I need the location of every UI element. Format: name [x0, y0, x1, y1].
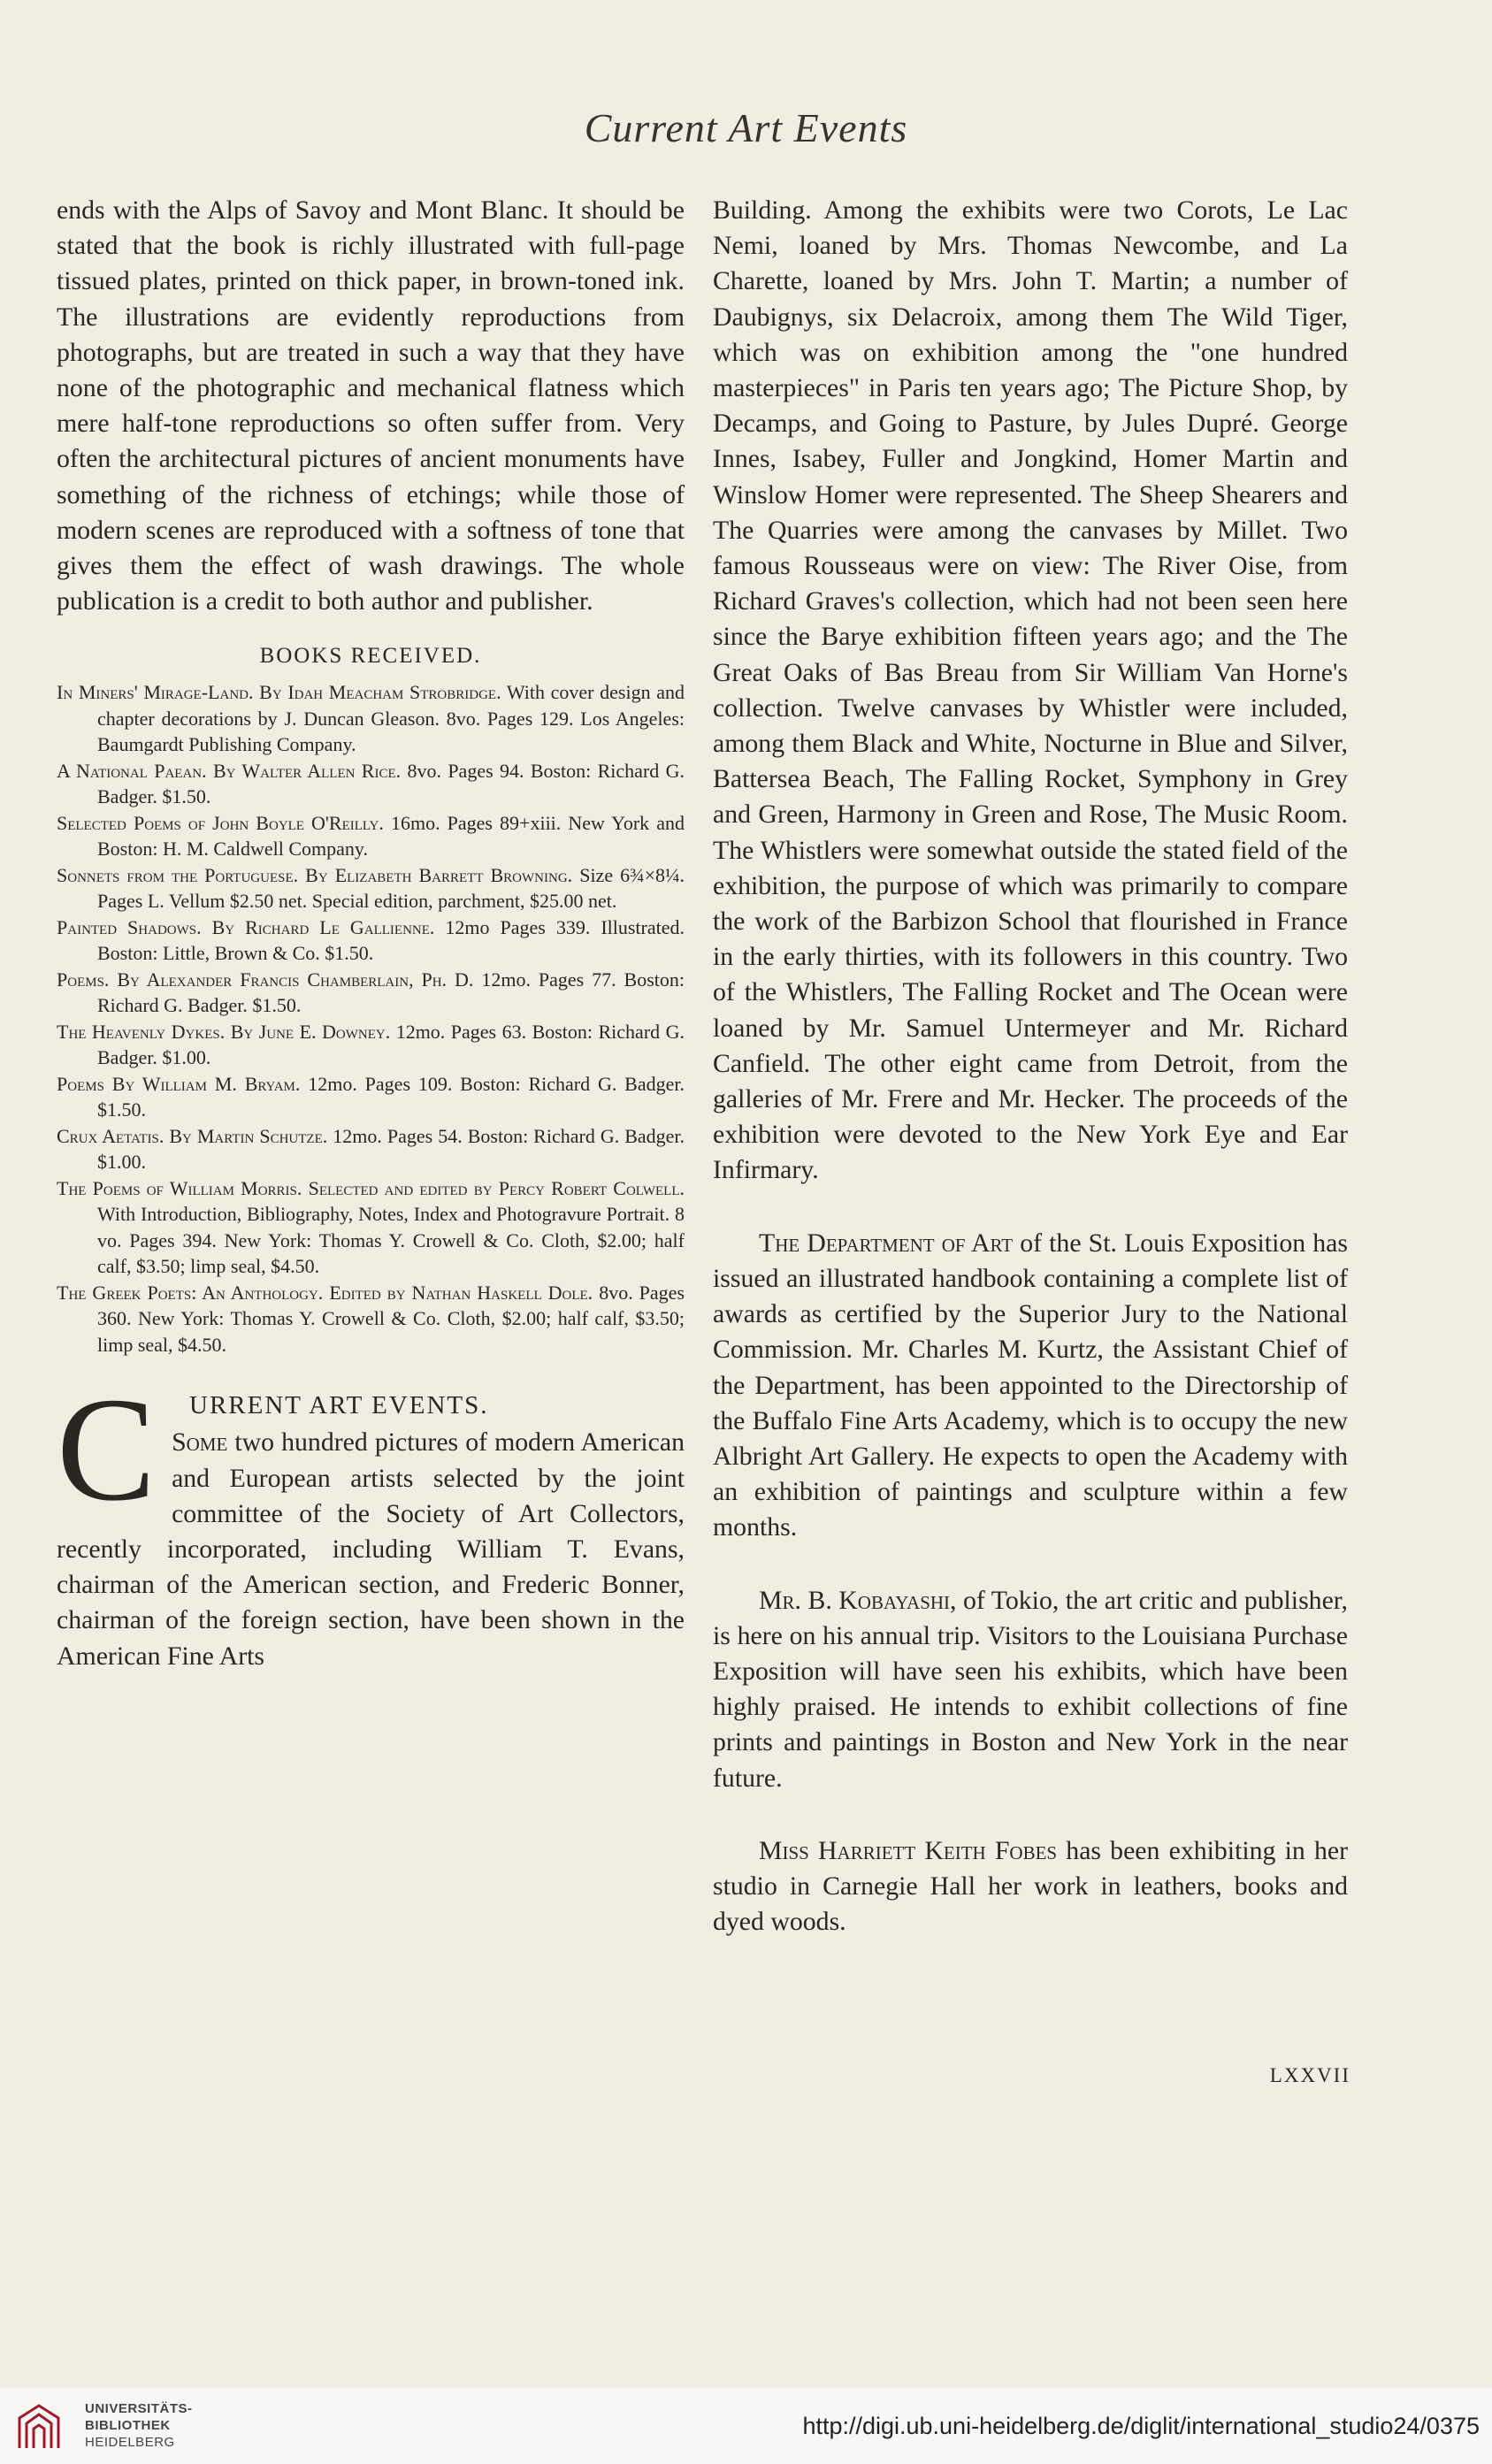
book-details: 8vo. Pages 94. Boston: Richard G. Badger. $1.50. [97, 759, 685, 808]
book-author: By Walter Allen Rice. [212, 759, 402, 782]
book-entry [57, 1123, 685, 1175]
left-column [57, 193, 685, 1674]
book-entry [57, 914, 685, 967]
drop-cap: C [57, 1367, 157, 1533]
book-title: Sonnets from the Portuguese. [57, 863, 299, 886]
exhibition-paragraph: Building. Among the exhibits were two Corots, Le Lac Nemi, loaned by Mrs. Thomas Newcombe, and La Charette, loaned by Mrs. John T. Martin; a number of Daubignys, six Delacroix, among them The Wild Tiger, which was on exhibition among the "one hundred masterpieces" in Paris ten years ago; The Picture Shop, by Decamps, and Going to Pasture, by Jules Dupré. George Innes, Isabey, Fuller and Jongkind, Homer Martin and Winslow Homer were represented. The Sheep Shearers and The Quarries were among the canvases by Millet. Two famous Rousseaus were on view: The River Oise, from Richard Graves's collection, which had not been seen here since the Barye exhibition fifteen years ago; and the The Great Oaks of Bas Breau from Sir William Van Horne's collection. Twelve canvases by Whistler were included, among them Black and White, Nocturne in Blue and Silver, Battersea Beach, The Falling Rocket, Symphony in Grey and Green, Harmony in Green and Rose, The Music Room. The Whistlers were somewhat outside the stated field of the exhibition, the purpose of which was primarily to compare the work of the Barbizon School that flourished in France in the early thirties, with its followers in this country. Two of the Whistlers, The Falling Rocket and The Ocean were loaned by Mr. Samuel Untermeyer and Mr. Richard Canfield. The other eight came from Detroit, from the galleries of Mr. Frere and Mr. Hecker. The proceeds of the exhibition were devoted to the New York Eye and Ear Infirmary. [713, 195, 1348, 1185]
book-details: 12mo. Pages 109. Boston: Richard G. Badger. $1.50. [97, 1072, 685, 1121]
books-received-heading: BOOKS RECEIVED. [259, 644, 482, 669]
book-author: By Martin Schutze. [169, 1124, 328, 1147]
book-entry [57, 810, 685, 862]
book-entry [57, 1071, 685, 1123]
lead-words: The Department of Art [759, 1228, 1014, 1258]
book-details: 16mo. Pages 89+xiii. New York and Boston: H. M. Caldwell Company. [97, 811, 685, 861]
book-title: The Heavenly Dykes. [57, 1020, 226, 1043]
book-author: By Richard Le Gallienne. [211, 915, 435, 938]
kobayashi-paragraph [713, 1583, 1348, 1796]
fobes-paragraph [713, 1833, 1348, 1940]
book-title: Poems. [57, 968, 110, 991]
book-title: In Miners' Mirage-Land. [57, 681, 254, 704]
lead-words: Mr. B. Kobayashi, [759, 1585, 957, 1615]
lead-words: Miss Harriett Keith Fobes [759, 1835, 1058, 1865]
paragraph-text: has been exhibiting in her studio in Carnegie Hall her work in leathers, books and dyed woods. [713, 1835, 1348, 1937]
library-name-line: UNIVERSITÄTS- [85, 2401, 193, 2416]
book-author: Selected and edited by Percy Robert Colwell. [308, 1176, 685, 1199]
book-entry [57, 1175, 685, 1280]
book-details: 12mo. Pages 77. Boston: Richard G. Badger. $1.50. [97, 968, 685, 1017]
book-title: Selected Poems of John Boyle O'Reilly. [57, 811, 384, 834]
book-entry [57, 679, 685, 758]
book-details: 12mo. Pages 63. Boston: Richard G. Badger. $1.00. [97, 1020, 685, 1069]
book-entry [57, 1280, 685, 1358]
book-author: By Idah Meacham Strobridge. [259, 681, 501, 704]
book-title: A National Paean. [57, 759, 207, 782]
page-number: LXXVII [1269, 2064, 1350, 2086]
department-paragraph [713, 1226, 1348, 1546]
current-art-events-heading: URRENT ART EVENTS. [189, 1391, 489, 1420]
book-author: By Elizabeth Barrett Browning. [305, 863, 573, 886]
book-title: The Poems of William Morris. [57, 1176, 302, 1199]
library-name-line: BIBLIOTHEK [85, 2418, 171, 2433]
book-title: Painted Shadows. [57, 915, 202, 938]
book-details: With cover design and chapter decorations by J. Duncan Gleason. 8vo. Pages 129. Los Angeles: Baumgardt Publishing Company. [97, 681, 685, 756]
right-column [713, 193, 1348, 1940]
book-details: 12mo. Pages 54. Boston: Richard G. Badger. $1.00. [97, 1124, 685, 1174]
library-name-line: HEIDELBERG [85, 2435, 175, 2450]
book-title: Crux Aetatis. [57, 1124, 165, 1147]
book-list [57, 679, 685, 1358]
book-author: Edited by Nathan Haskell Dole. [329, 1281, 593, 1304]
paragraph-text: of the St. Louis Exposition has issued an illustrated handbook containing a complete list of awards as certified by the Superior Jury to the National Commission. Mr. Charles M. Kurtz, the Assistant Chief of the Department, has been appointed to the Directorship of the Buffalo Fine Arts Academy, which is to occupy the new Albright Art Gallery. He expects to open the Academy with an exhibition of paintings and sculpture within a few months. [713, 1228, 1348, 1542]
book-details: 12mo Pages 339. Illustrated. Boston: Little, Brown & Co. $1.50. [97, 915, 685, 965]
page-title: Current Art Events [584, 105, 908, 150]
book-entry [57, 758, 685, 810]
book-details: 8vo. Pages 360. New York: Thomas Y. Crowell & Co. Cloth, $2.00; half calf, $3.50; limp seal, $4.50. [97, 1281, 685, 1356]
book-entry [57, 862, 685, 914]
book-details: With Introduction, Bibliography, Notes, Index and Photogravure Portrait. 8 vo. Pages 394. New York: Thomas Y. Crowell & Co. Cloth, $2.00; half calf, $3.50; limp seal, $4.50. [97, 1203, 685, 1278]
book-title: Poems [57, 1072, 104, 1095]
book-author: By William M. Bryam. [111, 1072, 301, 1095]
book-author: By June E. Downey. [230, 1020, 391, 1043]
paragraph-text: of Tokio, the art critic and publisher, is here on his annual trip. Visitors to the Louisiana Purchase Exposition will have seen his exhibits, which have been highly praised. He intends to exhibit collections of fine prints and paintings in Boston and New York in the near future. [713, 1585, 1348, 1793]
source-url-link[interactable]: http://digi.ub.uni-heidelberg.de/diglit/international_studio24/0375 [802, 2413, 1480, 2439]
book-details: Size 6¾×8¼. Pages L. Vellum $2.50 net. Special edition, parchment, $25.00 net. [97, 863, 685, 913]
book-entry [57, 1019, 685, 1071]
intro-paragraph: ends with the Alps of Savoy and Mont Blanc. It should be stated that the book is richly illustrated with full-page tissued plates, printed on thick paper, in brown-toned ink. The illustrations are evidently reproductions from photographs, but are treated in such a way that they have none of the photographic and mechanical flatness which mere half-tone reproductions so often suffer from. Very often the architectural pictures of ancient monuments have something of the richness of etchings; while those of modern scenes are reproduced with a softness of tone that gives them the effect of wash drawings. The whole publication is a credit to both author and publisher. [57, 195, 685, 616]
paragraph-text: two hundred pictures of modern American and European artists selected by the joint committee of the Society of Art Collectors, recently incorporated, including William T. Evans, chairman of the American section, and Frederic Bonner, chairman of the foreign section, have been shown in the American Fine Arts [57, 1427, 685, 1671]
book-title: The Greek Poets: An Anthology. [57, 1281, 324, 1304]
library-name [85, 2400, 193, 2451]
book-author: By Alexander Francis Chamberlain, Ph. D. [117, 968, 474, 991]
library-logo-icon [16, 2402, 62, 2452]
lead-words: Some [172, 1427, 228, 1458]
book-entry [57, 967, 685, 1019]
